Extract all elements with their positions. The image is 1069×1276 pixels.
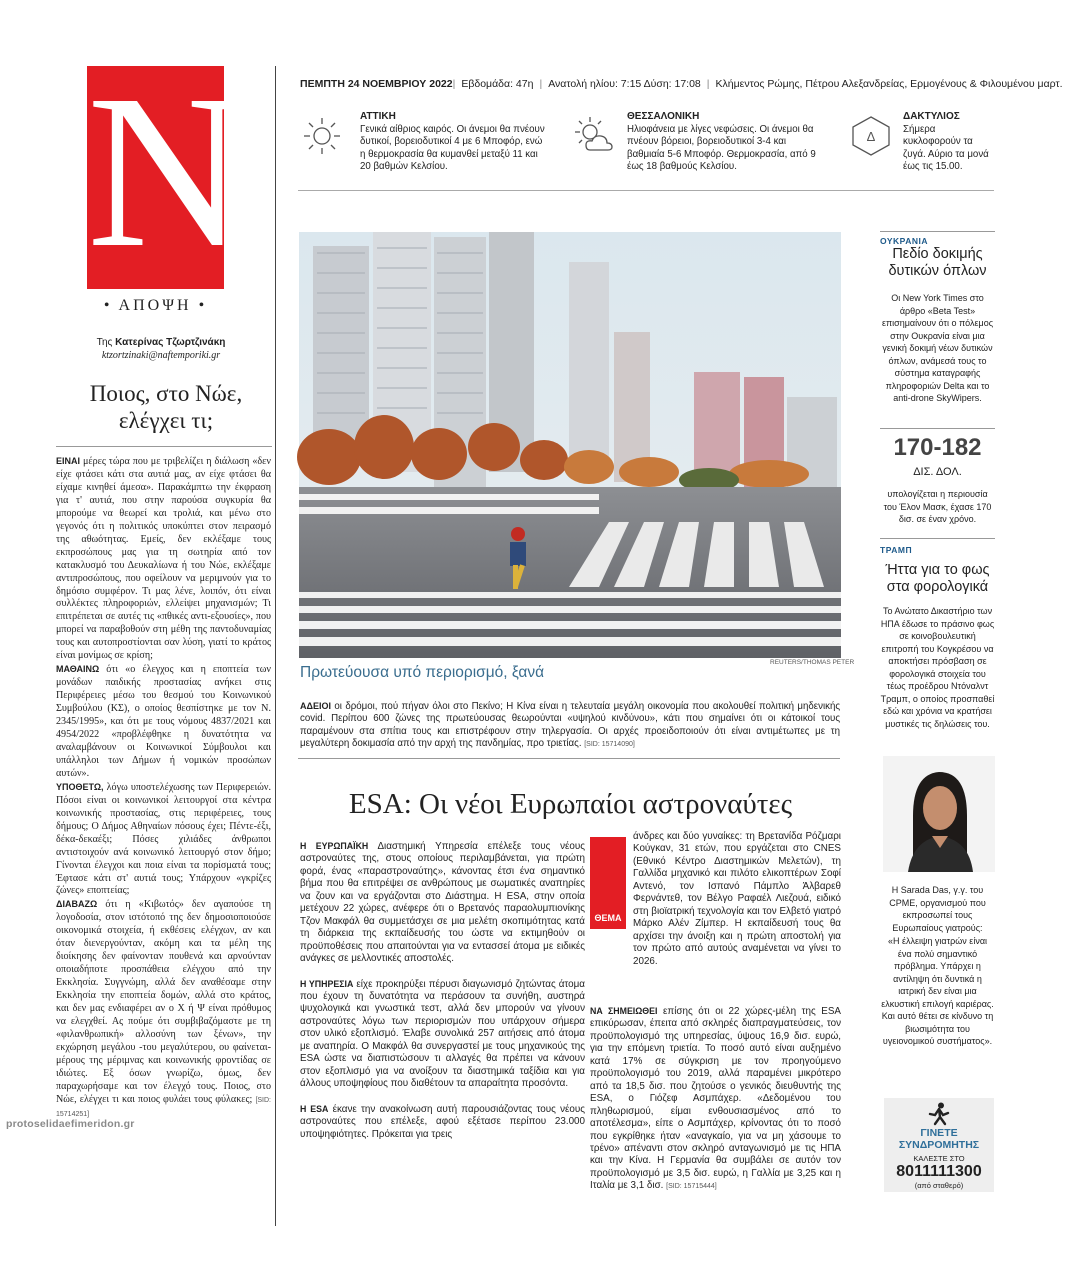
paragraph-lead: Η ΕΥΡΩΠΑΪΚΗ (300, 841, 369, 851)
photo-caption (300, 700, 840, 751)
das-quote: «Η έλλειψη γιατρών είναι ένα πολύ σημαντικό πρόβλημα. Υπάρχει η αντίληψη ότι δυντικά η ιατρική δεν είναι μια ελκυστική επιλογή καριέρας. Και αυτό θέτει σε κίνδυνο τη βιωσιμότητα του υγειονομικού συστήματος». (881, 936, 994, 1046)
paragraph (56, 781, 271, 899)
esa-column-2-top (633, 831, 841, 980)
paragraph: άνδρες και δύο γυναίκες: τη Βρετανίδα Ρόζμαρι Κούγκαν, 31 ετών, που εργάζεται στο CNES (Εθνικό Κέντρο Διαστημικών Μελετών), τη Γαλλίδα μηχανικό και πιλότο ελικοπτέρων Σοφί Αντενό, τον Ισπανό Πάμπλο Άλβαρεθ Φερνάντεθ, τον Βέλγο Ραφαέλ Λιεζουά, ειδικό στη βιοϊατρική τεχνολογία και τον Ελβετό γιατρό Μάρκο Αλέν Ζίμπερ. Η εκπαίδευσή τους θα αρχίσει την άνοιξη και η πρώτη αποστολή για τον πρώτο από αυτούς αναμένεται να γίνει το 2026. (633, 831, 841, 967)
paragraph-lead: Η ΥΠΗΡΕΣΙΑ (300, 978, 354, 989)
paragraph-text: επίσης ότι οι 22 χώρες-μέλη της ESA επικύρωσαν, έπειτα από σκληρές διαπραγματεύσεις, τον προϋπολογισμό της υπηρεσίας, ύψους 16,9 δισ. ευρώ, για την επόμενη τριετία. Το ποσό αυτό είναι αυξημένο κατά 17% σε σύγκριση με τον προηγούμενο προϋπολογισμό του 2019, αλλά παραμένει μικρότερο από τα 18,5 δισ. που ζητούσε ο γενικός διευθυντής της ESA, ο Γιόζεφ Ασμπάχερ. «Δεδομένου του πληθωρισμού, είμαι ενθουσιασμένος από το αποτέλεσμα», είπε ο Ασμπάχερ, κρίνοντας ότι το ποσό που εγκρίθηκε ήταν «αναγκαίο, για να μη χάσουμε το τρένο» απέναντι στον σκληρό ανταγωνισμό με τις ΗΠΑ και την Κίνα. Η Γερμανία θα συμβάλει σε αυτόν τον προϋπολογισμό με 3,5 δισ. ευρώ, η Γαλλία με 3,25 και η Ιταλία με 3,1 δισ. (590, 1006, 841, 1192)
divider (880, 538, 995, 539)
sun-icon (300, 114, 344, 158)
das-caption: Η Sarada Das, γ.γ. του CPME, οργανισμού που εκπροσωπεί τους Ευρωπαίους γιατρούς: (889, 885, 986, 933)
column-body (56, 455, 271, 1122)
photo-headline: Πρωτεύουσα υπό περιορισμό, ξανά (300, 664, 545, 681)
column-headline (60, 380, 272, 434)
paragraph-lead: ΔΙΑΒΑΖΩ (56, 899, 98, 910)
subscribe-call-label: ΚΑΛΕΣΤΕ ΣΤΟ (913, 1154, 965, 1163)
author-email[interactable]: ktzortzinaki@naftemporiki.gr (101, 350, 221, 361)
subscribe-title (884, 1128, 994, 1151)
divider (298, 758, 840, 759)
traffic-ring-icon (848, 114, 894, 158)
weather-attica (360, 111, 550, 173)
column-headline-line: Ποιος, στο Νώε, (89, 381, 243, 406)
paragraph (300, 1103, 585, 1141)
column-divider (275, 66, 276, 1226)
watermark: protoselidaefimeridon.gr (6, 1118, 135, 1130)
story-id: [SID: 15714090] (584, 740, 635, 748)
divider (298, 190, 994, 191)
week-number: Εβδομάδα: 47η (461, 78, 534, 90)
subscribe-phone[interactable]: 8011111300 (896, 1163, 982, 1180)
paragraph-text: ότι η «Κιβωτός» δεν αγαπούσε τη λογοδοσία, στον ιστότοπό της δεν δημοσιοποιούσε οικονομικά στοιχεία, ή εκθέσεις ελέγχων, αν και όταν διενεργούνταν, ακόμη και τα μέλη της διοίκησης δεν φαίνονταν πουθενά και αρνούνταν οποιαδήποτε προσπάθεια ελέγχου από την Εκκλησία. Συγγνώμη, αλλά δεν αναθέσαμε στην Εκκλησία την εποπτεία δομών, αλλά στο κράτος, και δεν μας ενδιαφέρει αν ο Χ ή Ψ είναι πρόθυμος να ελεγχθεί. Ας πούμε ότι συμβιβαζόμαστε με τη «φιλανθρωπική» αλλοσύνη των ξένων», την εκχώρηση μεγάλου -του μεγαλύτερου, ου φαίνεται- μέρους της μέριμνας και κοινωνικής φροντίδας σε ιδιώτες. Εξ όσων γνωρίζω, όμως, δεν παραχωρήσαμε και τον έλεγχό τους. Ποιος, στο Νώε, ελέγχει τι και ποιος φυλάει τους φύλακες; (56, 899, 271, 1105)
newspaper-logo (87, 49, 246, 293)
byline-prefix: Της (96, 337, 113, 348)
theme-badge (590, 837, 626, 929)
byline (56, 336, 266, 362)
esa-column-2 (590, 1005, 841, 1206)
subscribe-box[interactable] (884, 1098, 994, 1192)
author-name: Κατερίνας Τζωρτζινάκη (115, 337, 226, 348)
section-label: • ΑΠΟΨΗ • (103, 297, 208, 314)
subscribe-note: (από σταθερό) (914, 1181, 964, 1190)
trump-tag: ΤΡΑΜΠ (880, 545, 913, 555)
paragraph-lead: ΜΑΘΑΙΝΩ (56, 664, 100, 675)
paragraph-text: ότι «ο έλεγχος και η εποπτεία των μονάδων παιδικής προστασίας ανήκει στις Περιφέρειες μέσω του θεσμού του Κοινωνικού Συμβούλου (ΚΣ), ο οποίος θεσπίστηκε με τον Ν. 2345/1995», και ότι με τους νόμους 4837/2021 και 4954/2022 «προβλέφθηκε η δυνατότητα να αναλαμβάνουν οι Κοινωνικοί Σύμβουλοι και υπάλληλοι των Δήμων ή νομικών προσώπων αυτών». (56, 664, 271, 779)
sun-times: Ανατολή ηλίου: 7:15 Δύση: 17:08 (548, 78, 701, 90)
paragraph-text: έκανε την ανακοίνωση αυτή παρουσιάζοντας τους νέους αστροναύτες που επέλεξε, αφού εξέτασε περίπου 23.000 υποψηφιότητες. Πρόκειται για τρεις (300, 1103, 585, 1140)
paragraph (300, 978, 585, 1091)
ukraine-body: Οι New York Times στο άρθρο «Beta Test» επισημαίνουν ότι ο πόλεμος στην Ουκρανία είναι μια γενική δοκιμή νέων δυτικών όπλων, ανάμεσά τους το σύστημα καταγραφής πληροφοριών Delta και το anti-drone SkyWipers. (881, 293, 994, 403)
paragraph-text: είχε προκηρύξει πέρυσι διαγωνισμό ζητώντας άτομα που έχουν τη δυνατότητα να περάσουν τα συνήθη, αυστηρά ψυχολογικά και γνωστικά τεστ, αλλά δεν μπορούν να γίνουν αστροναύτες λόγω των περιορισμών που υπάρχουν σήμερα στον υλικό εξοπλισμό. Έλαβε συνολικά 257 αιτήσεις από άτομα με αναπηρία. Ο Μακφάλ θα συνεργαστεί με τους μηχανικούς της ESA ώστε να διαπιστώσουν τι αλλαγές θα πρέπει να κάνουν στον εξοπλισμό για να ανοίξουν τα διαστημικά ταξίδια και για άλλους υποψηφίους που διαθέτουν τα απαραίτητα προσόντα. (300, 978, 585, 1090)
divider (880, 428, 995, 429)
paragraph-lead: ΝΑ ΣΗΜΕΙΩΘΕΙ (590, 1006, 658, 1016)
musk-unit: ΔΙΣ. ΔΟΛ. (913, 466, 962, 478)
paragraph-text: μέρες τώρα που με τριβελίζει η διάλωση «δεν είχε φτάσει κάτι στα αυτιά μας, αν είχε φτάσει θα είχαμε κινηθεί άμεσα». Παρακάμπτω την έκφραση για τ' αυτιά, που στην παρούσα συγκυρία θα μπορούμε να θεωρεί και τρολιά, και μένω στο γεγονός ότι η πολιτικός υποκύπτει στον πειρασμό της αθωότητας. Εμείς, δεν εκλέξαμε τους εκπροσώπους μας για τη σωτηρία από τον κατακλυσμό του Δευκαλίωνα ή του Νώε, εκλέξαμε αντιπροσώπους, που οφείλουν να μεριμνούν για το δημόσιο συμφέρον. Τι μας λένε, λοιπόν, ότι είναι συλλέκτες πληροφοριών, ελλείψει μηχανισμών; Τι επιτρέπεται σε αυτές τις «πθικές αντι-εξουσίες», που μπορεί να παραβοθούν στη μέθη της παντοδυναμίας τους και αυτοπροστίονται σαν λύση, γιατί το κράτος είναι μονίμως σε κρίση; (56, 456, 271, 662)
caption-text: οι δρόμοι, πού πήγαν όλοι στο Πεκίνο; Η Κίνα είναι η τελευταία μεγάλη οικονομία που ακολουθεί πολιτική μηδενικής covid. Περίπου 600 ζώνες της πρωτεύουσας θεωρούνται «υψηλού κινδύνου», κάτι που σημαίνει ότι οι κάτοικοί τους παραμένουν στα σπίτια τους και επιστρέφουν στην τηλεργασία. Οι αρχές προειδοποιούν ότι είναι αντιμέτωπες με τη μεγαλύτερη δοκιμασία από την αρχή της πανδημίας, προ τριετίας. (300, 701, 840, 749)
trump-body: Το Ανώτατο Δικαστήριο των ΗΠΑ έδωσε το πράσινο φως σε κοινοβουλευτική επιτροπή του Κογκρέσου να αποκτήσει πρόσβαση σε φορολογικά στοιχεία του τέως προέδρου Ντόναλντ Τραμπ, ο οποίος προσπαθεί εδώ και χρόνια να κρατήσει μυστικές τις δηλώσεις του. (880, 606, 995, 729)
weather-region: ΑΤΤΙΚΗ (360, 111, 396, 122)
photo-credit: REUTERS/THOMAS PETER (770, 659, 855, 666)
weather-text: Ηλιοφάνεια με λίγες νεφώσεις. Οι άνεμοι θα πνέουν βόρειοι, βορειοδυτικοί 3-4 και βαθμιαία 5-6 Μποφόρ. Θερμοκρασία, από 9 έως 18 βαθμούς Κελσίου. (627, 124, 816, 172)
partly-cloudy-icon (570, 114, 616, 158)
esa-column-1 (300, 840, 585, 1153)
story-id: [SID: 15714251] (56, 1096, 271, 1118)
divider (880, 231, 995, 232)
paragraph-lead: ΕΙΝΑΙ (56, 456, 81, 466)
ukraine-tag: ΟΥΚΡΑΝΙΑ (880, 236, 928, 246)
ukraine-headline: Πεδίο δοκιμής δυτικών όπλων (888, 246, 987, 279)
running-man-icon (928, 1102, 950, 1126)
paragraph (56, 663, 271, 781)
logo-letter: N (87, 49, 246, 293)
paragraph (590, 1005, 841, 1194)
musk-body: υπολογίζεται η περιουσία του Έλον Μασκ, έχασε 170 δισ. σε έναν χρόνο. (883, 489, 992, 524)
paragraph (56, 898, 271, 1121)
paragraph-lead: Η ESA (300, 1103, 329, 1114)
caption-lead: ΑΔΕΙΟΙ (300, 701, 331, 711)
paragraph-text: Διαστημική Υπηρεσία επέλεξε τους νέους αστροναύτες της, στους οποίους περιλαμβάνεται, για πρώτη φορά, ένας «παραστροναύτης», κάνοντας έτσι ένα σημαντικό βήμα που θα επιτρέψει σε ανθρώπους με σωματικές αναπηρίες να ζουν και να εργάζονται στο Διάστημα. Η ESA, στην οποία μετέχουν 22 χώρες, ανέφερε ότι ο Βρετανός παραολυμπιονίκης Τζον Μακφάλ θα συμμετάσχει σε μια μελέτη σκοπιμότητας κατά τη διάρκεια της εκπαίδευσής του ώστε να εκτιμηθούν οι προϋποθέσεις που απαιτούνται για να εντασσεί άτομα με ειδικές ανάγκες σε μελλοντικές αποστολές. (300, 841, 586, 965)
beijing-street-photo (299, 232, 841, 658)
theme-label: ΘΕΜΑ (594, 913, 622, 923)
paragraph-text: λόγω υποστελέχωσης των Περιφερειών. Πόσοι είναι οι κοινωνικοί λειτουργοί στα κέντρα κοινωνικής προστασίας, στις περιφέρειες, τους δήμους; Ο Δήμος Αθηναίων πόσους έχει; Πέντε-έξι, δέκα-δεκαέξι; Πόσες χιλιάδες άνθρωποι αντιστοιχούν ανά κοινωνικό λειτουργό στον δήμο; Γίνονται έλεγχοι και ποια είναι τα πορίσματά τους; Έφτασε κάτι στ' αυτιά τους; Υπάρχουν «γκρίζες ζώνες» εποπτείας; (56, 781, 271, 897)
subscribe-line: ΣΥΝΔΡΟΜΗΤΗΣ (898, 1138, 980, 1151)
weather-thessaloniki (627, 111, 820, 173)
weather-text: Γενικά αίθριος καιρός. Οι άνεμοι θα πνέουν δυτικοί, βορειοδυτικοί 4 με 6 Μποφόρ, ενώ η θερμοκρασία θα κυμανθεί μεταξύ 11 και 20 βαθμών Κελσίου. (360, 124, 545, 172)
weather-ring (903, 111, 995, 173)
paragraph (56, 455, 271, 663)
trump-headline: Ήττα για το φως στα φορολογικά (885, 562, 990, 595)
weather-text: Σήμερα κυκλοφορούν τα ζυγά. Αύριο τα μονά έως τις 15.00. (903, 124, 989, 172)
sarada-das-portrait (883, 756, 995, 872)
column-headline-line: ελέγχει τι; (118, 408, 214, 433)
traffic-ring-letter: Δ (866, 129, 876, 144)
weather-region: ΔΑΚΤΥΛΙΟΣ (903, 111, 960, 122)
subscribe-line: ΓΙΝΕΤΕ (920, 1127, 958, 1139)
story-id: [SID: 15715444] (666, 1183, 717, 1191)
dateline: ΠΕΜΠΤΗ 24 ΝΟΕΜΒΡΙΟΥ 2022| Εβδομάδα: 47η | Ανατολή ηλίου: 7:15 Δύση: 17:08 | Κλήμεντος Ρώμης, Πέτρου Αλεξανδρείας, Ερμογένους & Φιλουμένου μαρτ. (300, 78, 1063, 90)
paragraph-lead: ΥΠΟΘΕΤΩ, (56, 781, 104, 792)
paragraph (300, 840, 585, 966)
divider (56, 446, 272, 447)
musk-figure: 170-182 (893, 434, 982, 461)
name-days: Κλήμεντος Ρώμης, Πέτρου Αλεξανδρείας, Ερμογένους & Φιλουμένου μαρτ. (715, 78, 1063, 90)
weather-region: ΘΕΣΣΑΛΟΝΙΚΗ (627, 111, 700, 122)
date: ΠΕΜΠΤΗ 24 ΝΟΕΜΒΡΙΟΥ 2022 (300, 78, 453, 90)
esa-headline: ESA: Οι νέοι Ευρωπαίοι αστροναύτες (348, 788, 793, 820)
